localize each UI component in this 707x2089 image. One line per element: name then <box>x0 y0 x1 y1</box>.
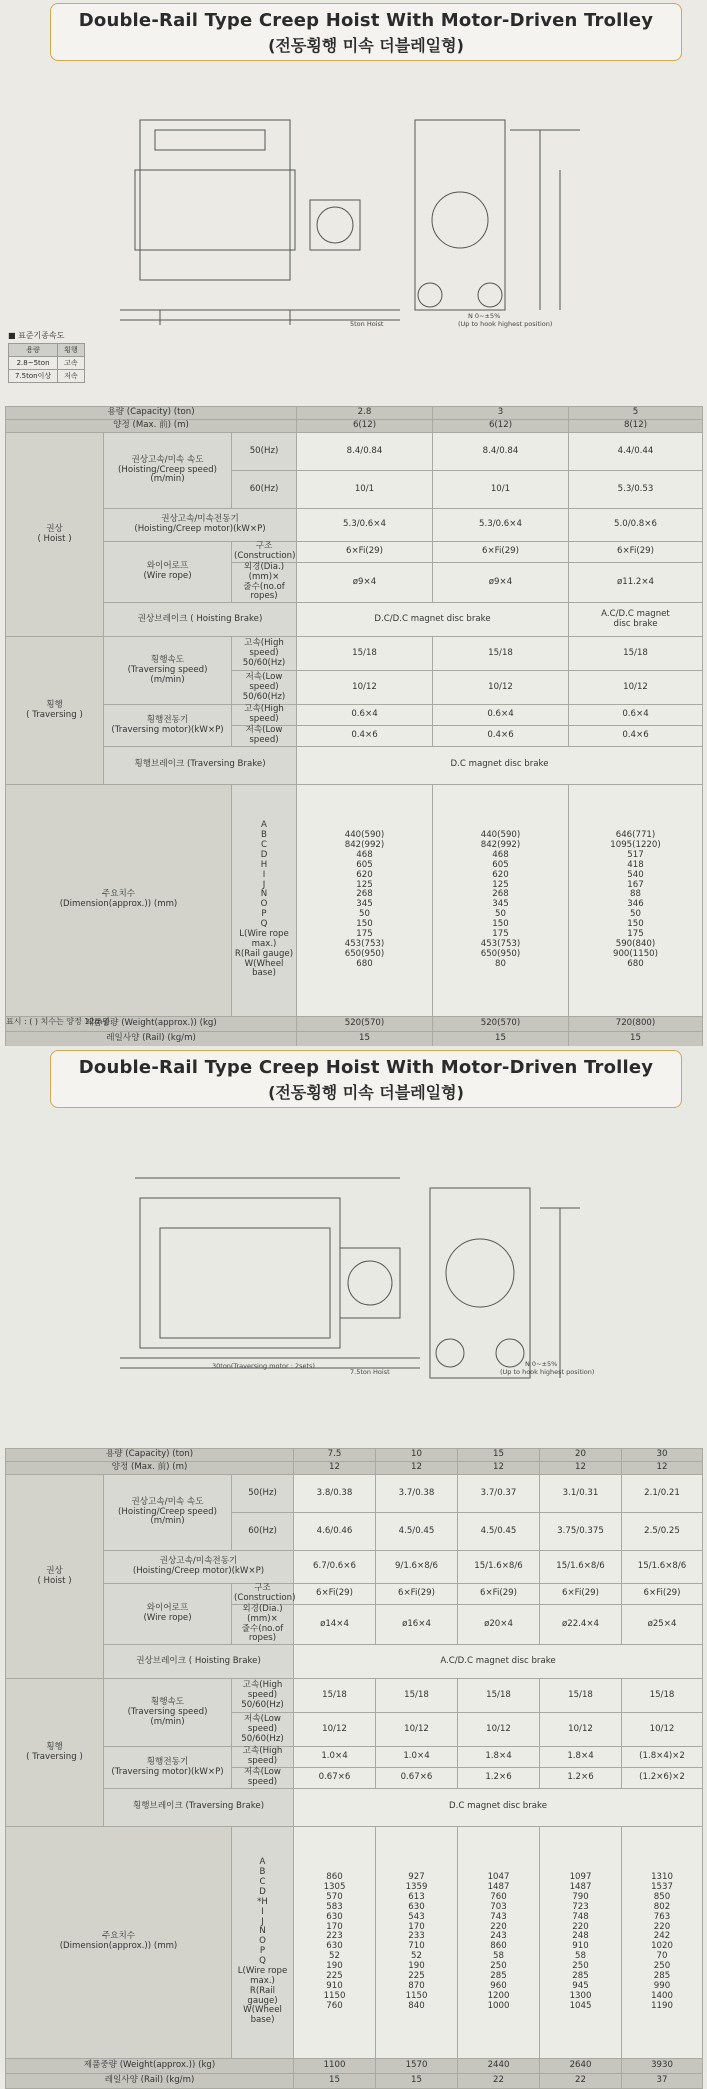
lift-value: 12 <box>622 1462 703 1475</box>
hoist-brake-cell: A.C/D.C magnet disc brake <box>294 1645 703 1679</box>
trav-motor-cell: 0.67×6 <box>294 1768 376 1789</box>
dia-cell: ø25×4 <box>622 1604 703 1645</box>
speed-cell: 10/1 <box>297 471 433 509</box>
trav-speed-cell: 10/12 <box>297 671 433 705</box>
capacity-value: 20 <box>540 1449 622 1462</box>
drawing-1-hook-caption: (Up to hook highest position) <box>458 320 553 328</box>
trav-speed-cell: 10/12 <box>294 1713 376 1747</box>
drawing-1-hoist-caption: 5ton Hoist <box>350 320 384 328</box>
standard-speed-table <box>8 343 85 383</box>
capacity-value: 15 <box>458 1449 540 1462</box>
trav-speed-cell: 15/18 <box>297 637 433 671</box>
trav-motor-cell: (1.2×6)×2 <box>622 1768 703 1789</box>
hoist-motor-cell: 15/1.6×8/6 <box>622 1551 703 1584</box>
hoist-drawing-1 <box>120 110 590 340</box>
construction-cell: 6×Fi(29) <box>294 1584 376 1605</box>
rail-cell: 15 <box>433 1031 569 1046</box>
dimension-values: 860 1305 570 583 630 170 223 630 52 190 225 910 1150 760 <box>294 1826 376 2058</box>
lift-value: 12 <box>294 1462 376 1475</box>
trav-brake-cell: D.C magnet disc brake <box>294 1788 703 1826</box>
trav-brake-label: 횡행브레이크 (Traversing Brake) <box>104 746 297 784</box>
high-speed-label: 고속(High speed) 50/60(Hz) <box>232 637 297 671</box>
dia-cell: ø22.4×4 <box>540 1604 622 1645</box>
hoist-motor-cell: 9/1.6×8/6 <box>376 1551 458 1584</box>
capacity-value: 2.8 <box>297 407 433 420</box>
trav-speed-cell: 10/12 <box>433 671 569 705</box>
trav-speed-cell: 10/12 <box>622 1713 703 1747</box>
dia-cell: ø9×4 <box>433 562 569 603</box>
dimension-values: 1047 1487 760 703 743 220 243 860 58 250 285 960 1200 1000 <box>458 1826 540 2058</box>
wire-rope-label: 와이어로프 (Wire rope) <box>104 542 232 603</box>
hoist-group-label: 권상 ( Hoist ) <box>6 1475 104 1679</box>
lift-value: 12 <box>376 1462 458 1475</box>
hoist-motor-label: 권상고속/미속전동기 (Hoisting/Creep motor)(kW×P) <box>104 1551 294 1584</box>
section-2-title-en: Double-Rail Type Creep Hoist With Motor-Driven Trolley <box>78 1057 654 1078</box>
trav-motor-label: 횡행전동기 (Traversing motor)(kW×P) <box>104 1747 232 1789</box>
speed-cell: 5.3/0.53 <box>569 471 703 509</box>
section-1-note: 표시 : ( ) 치수는 양정 12m임. <box>6 1017 113 1026</box>
weight-cell: 1570 <box>376 2058 458 2073</box>
trav-speed-cell: 10/12 <box>540 1713 622 1747</box>
capacity-label: 용량 (Capacity) (ton) <box>6 407 297 420</box>
construction-cell: 6×Fi(29) <box>622 1584 703 1605</box>
drawing-2-n-caption: N 0~±5% <box>525 1360 558 1368</box>
weight-cell: 520(570) <box>297 1016 433 1031</box>
weight-cell: 1100 <box>294 2058 376 2073</box>
hz60-label: 60(Hz) <box>232 471 297 509</box>
construction-cell: 6×Fi(29) <box>297 542 433 563</box>
trav-motor-cell: 1.0×4 <box>294 1747 376 1768</box>
hoist-motor-cell: 5.3/0.6×4 <box>433 509 569 542</box>
hoist-motor-cell: 5.0/0.8×6 <box>569 509 703 542</box>
trav-motor-cell: (1.8×4)×2 <box>622 1747 703 1768</box>
dimension-label: 주요치수 (Dimension(approx.)) (mm) <box>6 1826 232 2058</box>
dia-cell: ø16×4 <box>376 1604 458 1645</box>
trav-speed-cell: 10/12 <box>376 1713 458 1747</box>
trav-motor-cell: 0.4×6 <box>433 726 569 747</box>
dimension-values: 440(590) 842(992) 468 605 620 125 268 345 50 150 175 453(753) 650(950) 80 <box>433 784 569 1016</box>
section-1-title-en: Double-Rail Type Creep Hoist With Motor-Driven Trolley <box>78 10 654 31</box>
weight-label: 제품중량 (Weight(approx.)) (kg) <box>6 2058 294 2073</box>
std-cell: 2.8~5ton <box>9 357 58 370</box>
trav-speed-cell: 15/18 <box>540 1679 622 1713</box>
tm-low-label: 저속(Low speed) <box>232 1768 294 1789</box>
dia-cell: ø11.2×4 <box>569 562 703 603</box>
std-cell: 고속 <box>58 357 85 370</box>
wire-rope-label: 와이어로프 (Wire rope) <box>104 1584 232 1645</box>
low-speed-label: 저속(Low speed) 50/60(Hz) <box>232 671 297 705</box>
hz60-label: 60(Hz) <box>232 1513 294 1551</box>
standard-speed-legend <box>8 330 85 383</box>
tm-high-label: 고속(High speed) <box>232 1747 294 1768</box>
spec-table-1 <box>5 406 703 1047</box>
dimension-values: 1097 1487 790 723 748 220 248 910 58 250 285 945 1300 1045 <box>540 1826 622 2058</box>
trav-motor-cell: 0.6×4 <box>297 705 433 726</box>
trav-speed-cell: 15/18 <box>458 1679 540 1713</box>
weight-cell: 2640 <box>540 2058 622 2073</box>
rail-cell: 15 <box>569 1031 703 1046</box>
section-1-title-ko: (전동횡행 미속 더블레일형) <box>268 36 464 55</box>
drawing-2-motor-caption: 30ton(Traversing motor : 2sets) <box>212 1362 315 1370</box>
section-2-title-box <box>50 1050 682 1108</box>
standard-speed-title: ■ 표준기종속도 <box>8 331 65 340</box>
lift-value: 8(12) <box>569 420 703 433</box>
hz50-label: 50(Hz) <box>232 1475 294 1513</box>
rail-cell: 22 <box>540 2073 622 2088</box>
dimension-label: 주요치수 (Dimension(approx.)) (mm) <box>6 784 232 1016</box>
lift-value: 6(12) <box>297 420 433 433</box>
trav-brake-cell: D.C magnet disc brake <box>297 746 703 784</box>
trav-speed-label: 횡행속도 (Traversing speed) (m/min) <box>104 1679 232 1747</box>
std-cell: 7.5ton이상 <box>9 370 58 383</box>
trav-motor-cell: 1.8×4 <box>540 1747 622 1768</box>
hoist-motor-cell: 6.7/0.6×6 <box>294 1551 376 1584</box>
rail-cell: 15 <box>297 1031 433 1046</box>
speed-cell: 4.4/0.44 <box>569 433 703 471</box>
spec-table-2 <box>5 1448 703 2089</box>
construction-cell: 6×Fi(29) <box>433 542 569 563</box>
construction-label: 구조(Construction) <box>232 542 297 563</box>
low-speed-label: 저속(Low speed) 50/60(Hz) <box>232 1713 294 1747</box>
dia-label: 외경(Dia.)(mm)× 줄수(no.of ropes) <box>232 1604 294 1645</box>
speed-cell: 8.4/0.84 <box>433 433 569 471</box>
speed-cell: 3.75/0.375 <box>540 1513 622 1551</box>
trav-speed-cell: 15/18 <box>376 1679 458 1713</box>
trav-speed-cell: 15/18 <box>569 637 703 671</box>
trav-speed-cell: 15/18 <box>622 1679 703 1713</box>
rail-cell: 37 <box>622 2073 703 2088</box>
dimension-values: 440(590) 842(992) 468 605 620 125 268 345 50 150 175 453(753) 650(950) 680 <box>297 784 433 1016</box>
trav-motor-cell: 0.4×6 <box>569 726 703 747</box>
construction-cell: 6×Fi(29) <box>376 1584 458 1605</box>
hoist-speed-label: 권상고속/미속 속도 (Hoisting/Creep speed) (m/min) <box>104 1475 232 1551</box>
hoist-brake-label: 권상브레이크 ( Hoisting Brake) <box>104 603 297 637</box>
hoist-brake-label: 권상브레이크 ( Hoisting Brake) <box>104 1645 294 1679</box>
rail-cell: 15 <box>294 2073 376 2088</box>
weight-cell: 520(570) <box>433 1016 569 1031</box>
weight-cell: 720(800) <box>569 1016 703 1031</box>
weight-cell: 2440 <box>458 2058 540 2073</box>
capacity-value: 7.5 <box>294 1449 376 1462</box>
rail-label: 레일사양 (Rail) (kg/m) <box>6 1031 297 1046</box>
capacity-label: 용량 (Capacity) (ton) <box>6 1449 294 1462</box>
dia-cell: ø9×4 <box>297 562 433 603</box>
trav-motor-cell: 1.2×6 <box>540 1768 622 1789</box>
speed-cell: 3.7/0.37 <box>458 1475 540 1513</box>
dimension-keys: A B C D *H I J N O P Q L(Wire rope max.) R(Rail gauge) W(Wheel base) <box>232 1826 294 2058</box>
hoist-motor-label: 권상고속/미속전동기 (Hoisting/Creep motor)(kW×P) <box>104 509 297 542</box>
std-header-traverse: 횡행 <box>58 344 85 357</box>
dia-cell: ø20×4 <box>458 1604 540 1645</box>
capacity-value: 5 <box>569 407 703 420</box>
construction-cell: 6×Fi(29) <box>569 542 703 563</box>
trav-motor-cell: 0.6×4 <box>569 705 703 726</box>
hoist-motor-cell: 15/1.6×8/6 <box>540 1551 622 1584</box>
hoist-brake-cell: D.C/D.C magnet disc brake <box>297 603 569 637</box>
lift-value: 6(12) <box>433 420 569 433</box>
speed-cell: 4.5/0.45 <box>458 1513 540 1551</box>
trav-motor-cell: 1.8×4 <box>458 1747 540 1768</box>
speed-cell: 3.7/0.38 <box>376 1475 458 1513</box>
hoist-brake-cell: A.C/D.C magnet disc brake <box>569 603 703 637</box>
rail-cell: 15 <box>376 2073 458 2088</box>
weight-label: 제품중량 (Weight(approx.)) (kg) <box>6 1016 297 1031</box>
dimension-keys: A B C D H I J N O P Q L(Wire rope max.) R(Rail gauge) W(Wheel base) <box>232 784 297 1016</box>
trav-speed-cell: 15/18 <box>433 637 569 671</box>
trav-motor-cell: 0.67×6 <box>376 1768 458 1789</box>
speed-cell: 3.8/0.38 <box>294 1475 376 1513</box>
trav-speed-cell: 10/12 <box>458 1713 540 1747</box>
construction-label: 구조(Construction) <box>232 1584 294 1605</box>
drawing-2-hoist-caption: 7.5ton Hoist <box>350 1368 390 1376</box>
hz50-label: 50(Hz) <box>232 433 297 471</box>
trav-motor-label: 횡행전동기 (Traversing motor)(kW×P) <box>104 705 232 747</box>
trav-motor-cell: 1.2×6 <box>458 1768 540 1789</box>
drawing-1-n-caption: N 0~±5% <box>468 312 501 320</box>
trav-motor-cell: 0.4×6 <box>297 726 433 747</box>
drawing-2-hook-caption: (Up to hook highest position) <box>500 1368 595 1376</box>
trav-speed-cell: 10/12 <box>569 671 703 705</box>
traversing-group-label: 횡행 ( Traversing ) <box>6 637 104 785</box>
speed-cell: 4.5/0.45 <box>376 1513 458 1551</box>
std-cell: 저속 <box>58 370 85 383</box>
lift-label: 양정 (Max. 前) (m) <box>6 420 297 433</box>
dimension-values: 1310 1537 850 802 763 220 242 1020 70 250 285 990 1400 1190 <box>622 1826 703 2058</box>
std-header-capacity: 용량 <box>9 344 58 357</box>
tm-low-label: 저속(Low speed) <box>232 726 297 747</box>
rail-cell: 22 <box>458 2073 540 2088</box>
dimension-values: 927 1359 613 630 543 170 233 710 52 190 225 870 1150 840 <box>376 1826 458 2058</box>
hoist-motor-cell: 5.3/0.6×4 <box>297 509 433 542</box>
hoist-motor-cell: 15/1.6×8/6 <box>458 1551 540 1584</box>
lift-value: 12 <box>458 1462 540 1475</box>
high-speed-label: 고속(High speed) 50/60(Hz) <box>232 1679 294 1713</box>
dia-cell: ø14×4 <box>294 1604 376 1645</box>
trav-speed-cell: 15/18 <box>294 1679 376 1713</box>
capacity-value: 3 <box>433 407 569 420</box>
trav-motor-cell: 1.0×4 <box>376 1747 458 1768</box>
weight-cell: 3930 <box>622 2058 703 2073</box>
speed-cell: 10/1 <box>433 471 569 509</box>
trav-speed-label: 횡행속도 (Traversing speed) (m/min) <box>104 637 232 705</box>
lift-value: 12 <box>540 1462 622 1475</box>
tm-high-label: 고속(High speed) <box>232 705 297 726</box>
lift-label: 양정 (Max. 前) (m) <box>6 1462 294 1475</box>
section-2 <box>0 1046 707 2085</box>
section-1-title-box <box>50 3 682 61</box>
speed-cell: 8.4/0.84 <box>297 433 433 471</box>
trav-motor-cell: 0.6×4 <box>433 705 569 726</box>
section-2-title-ko: (전동횡행 미속 더블레일형) <box>268 1083 464 1102</box>
dimension-values: 646(771) 1095(1220) 517 418 540 167 88 346 50 150 175 590(840) 900(1150) 680 <box>569 784 703 1016</box>
traversing-group-label: 횡행 ( Traversing ) <box>6 1679 104 1827</box>
speed-cell: 3.1/0.31 <box>540 1475 622 1513</box>
speed-cell: 2.1/0.21 <box>622 1475 703 1513</box>
construction-cell: 6×Fi(29) <box>458 1584 540 1605</box>
speed-cell: 2.5/0.25 <box>622 1513 703 1551</box>
capacity-value: 10 <box>376 1449 458 1462</box>
speed-cell: 4.6/0.46 <box>294 1513 376 1551</box>
hoist-speed-label: 권상고속/미속 속도 (Hoisting/Creep speed) (m/min) <box>104 433 232 509</box>
construction-cell: 6×Fi(29) <box>540 1584 622 1605</box>
trav-brake-label: 횡행브레이크 (Traversing Brake) <box>104 1788 294 1826</box>
rail-label: 레일사양 (Rail) (kg/m) <box>6 2073 294 2088</box>
hoist-group-label: 권상 ( Hoist ) <box>6 433 104 637</box>
capacity-value: 30 <box>622 1449 703 1462</box>
dia-label: 외경(Dia.)(mm)× 줄수(no.of ropes) <box>232 562 297 603</box>
